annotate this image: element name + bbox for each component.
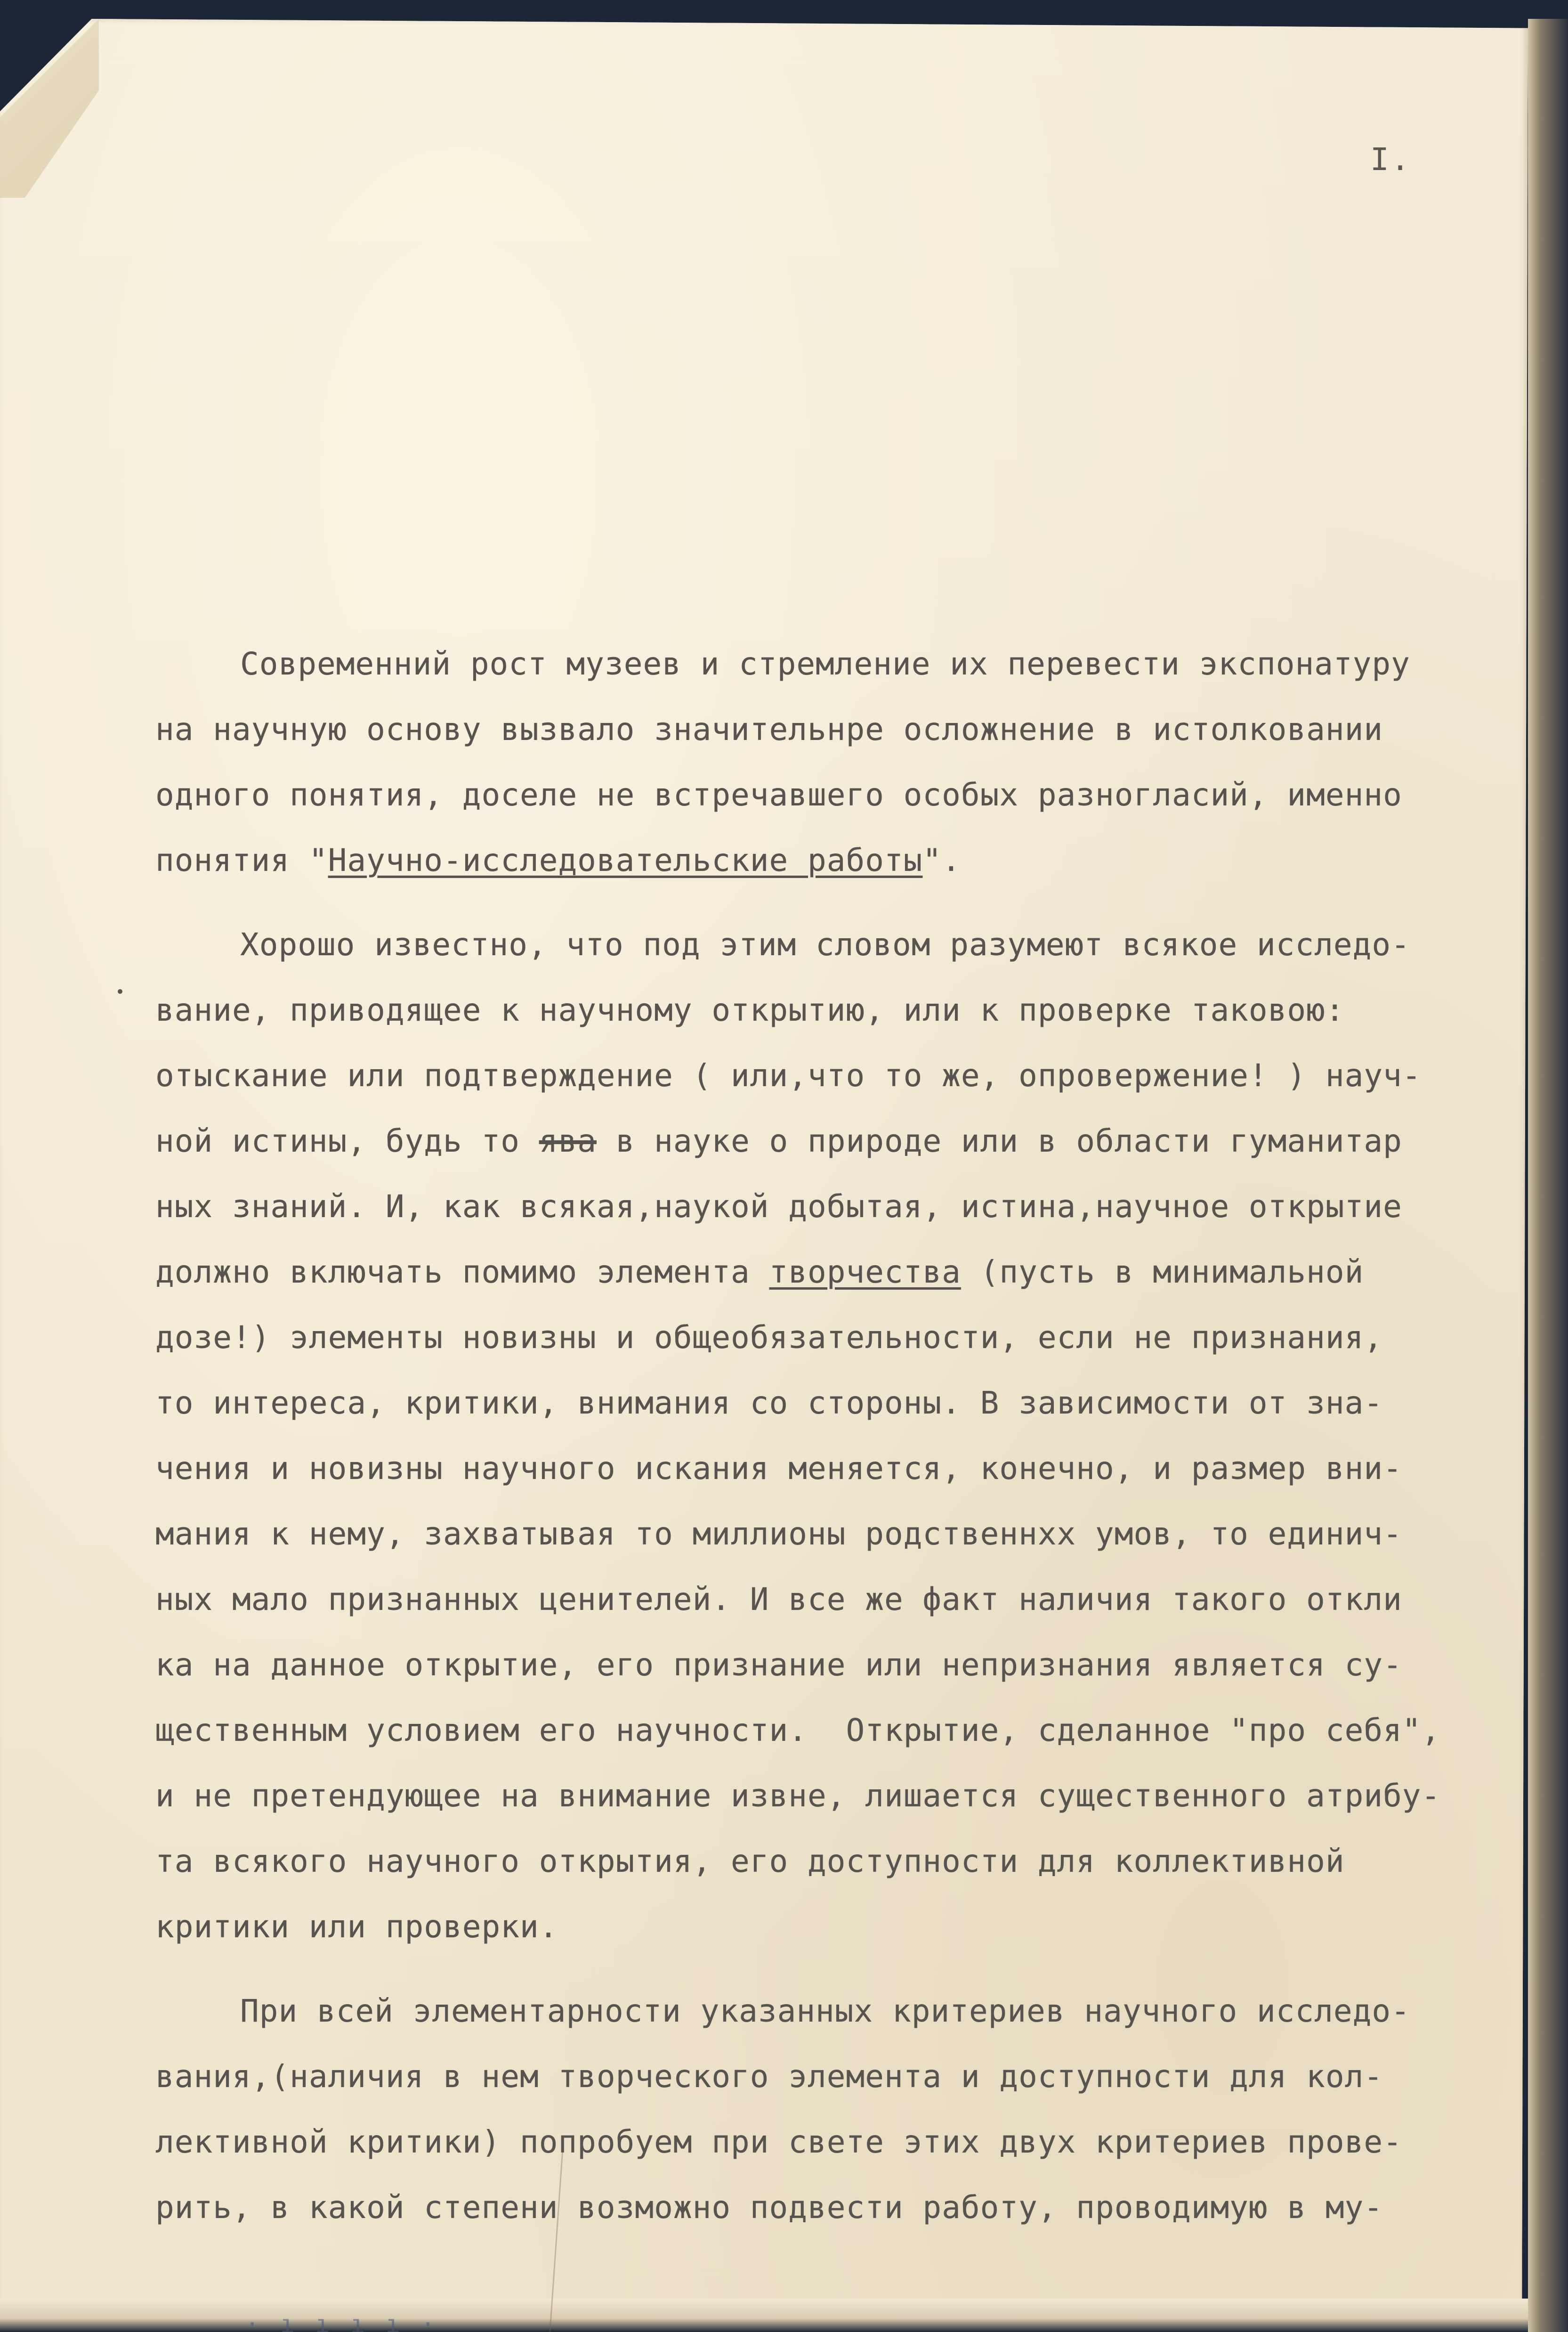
text-line: и не претендующее на внимание извне, лишается существенного атрибу- (155, 1778, 1441, 1814)
text-line: Современний рост музеев и стремление их перевести экспонатуру (240, 646, 1410, 682)
text-line: мания к нему, захватывая то миллионы родственнхх умов, то единич- (155, 1516, 1402, 1552)
text-line: чения и новизны научного искания меняется, конечно, и размер вни- (155, 1450, 1402, 1487)
text-line: рить, в какой степени возможно подвести работу, проводимую в му- (155, 2189, 1383, 2226)
underlined-term: Научно-исследовательские работы (328, 842, 923, 878)
text-line (155, 1108, 1521, 1174)
text-line: на научную основу вызвало значительнре осложнение в истолковании (155, 711, 1383, 748)
page-bottom-edge (0, 2299, 1528, 2332)
text-line: то интереса, критики, внимания со стороны. В зависимости от зна- (155, 1385, 1383, 1421)
text-line: дозе!) элементы новизны и общеобязательности, если не признания, (155, 1319, 1383, 1356)
text-line: та всякого научного открытия, его доступности для коллективной (155, 1843, 1345, 1879)
text-line: При всей элементарности указанных критериев научного исследо- (240, 1993, 1410, 2029)
text-line: ных знаний. И, как всякая,наукой добытая, истина,научное открытие (155, 1188, 1402, 1225)
text-line: ных мало признанных ценителей. И все же факт наличия такого откли (155, 1581, 1402, 1617)
text-line: одного понятия, доселе не встречавшего особых разногласий, именно (155, 777, 1402, 813)
text-fragment: ной истины, будь то (155, 1123, 539, 1159)
text-line (155, 828, 1521, 893)
text-fragment: в науке о природе или в области гуманитар (596, 1123, 1402, 1159)
page-number: I. (1370, 141, 1412, 178)
page-edge-shadow (1528, 19, 1568, 2332)
text-line: Хорошо известно, что под этим словом разумеют всякое исследо- (240, 926, 1410, 963)
text-fragment: (пусть в минимальной (961, 1254, 1364, 1290)
text-fragment: ". (922, 842, 961, 878)
text-line: вание, приводящее к научному открытию, или к проверке таковою: (155, 992, 1345, 1028)
typewritten-text (155, 631, 1521, 2240)
text-fragment: должно включать помимо элемента (155, 1254, 769, 1290)
underlined-term: творчества (769, 1254, 961, 1290)
text-line: отыскание или подтверждение ( или,что то же, опровержение! ) науч- (155, 1057, 1422, 1094)
text-fragment: понятия " (155, 842, 328, 878)
text-line: лективной критики) попробуем при свете этих двух критериев прове- (155, 2124, 1402, 2160)
bottom-pencil-marks: · ı ı ı ı · (245, 2310, 438, 2332)
text-line: щественным условием его научности. Открытие, сделанное "про себя", (155, 1712, 1441, 1748)
margin-dot (118, 989, 122, 994)
text-line (155, 1239, 1521, 1305)
struck-word: ява (539, 1123, 597, 1159)
text-line: ка на данное открытие, его признание или непризнания является су- (155, 1647, 1402, 1683)
text-line: критики или проверки. (155, 1909, 558, 1945)
text-line: вания,(наличия в нем творческого элемента и доступности для кол- (155, 2058, 1383, 2095)
